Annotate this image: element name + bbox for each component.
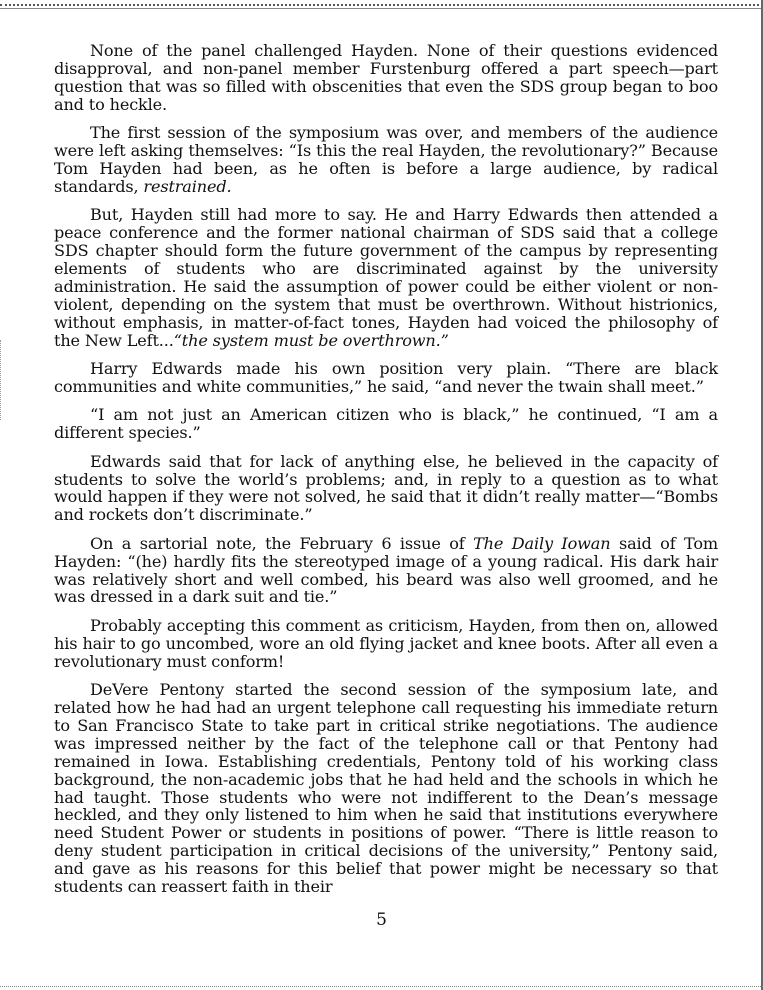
paragraph-criticism: [54, 617, 718, 671]
paragraph-pentony-session: [54, 681, 718, 896]
emphasis-system-overthrown: “the system must be overthrown.”: [173, 330, 449, 350]
left-margin-mark: [0, 340, 4, 420]
paragraph-text: said of Tom Hayden: “(he) hardly fits the stereotyped image of a young radical. His dark hair was relatively short and well combed, his beard was also well groomed, and he was dressed in a dark suit and tie.”: [54, 533, 718, 607]
paragraph-text: DeVere Pentony started the second session of the symposium late, and related how he had had an urgent telephone call requesting his immediate return to San Francisco State to take part in critical strike negotiations. The audience was impressed neither by the fact of the telephone call or that Pentony had remained in Iowa. Establishing credentials, Pentony told of his working class background, the non-academic jobs that he had held and the schools in which he had taught. Those students who were not indifferent to the Dean’s message heckled, and they only listened to him when he said that institutions everywhere need Student Power or students in positions of power. “There is little reason to deny student participation in critical decisions of the university,” Pentony said, and gave as his reasons for this belief that power might be necessary so that students can reassert faith in their: [54, 680, 718, 897]
paragraph-text: Harry Edwards made his own position very plain. “There are black communities and white communities,” he said, “and never the twain shall meet.”: [54, 359, 718, 396]
paragraph-different-species: [54, 406, 718, 442]
paragraph-text: Edwards said that for lack of anything else, he believed in the capacity of students to solve the world’s problems; and, in reply to a question as to what would happen if they were not solved, he said that it didn’t really matter—“Bombs and rockets don’t discriminate.”: [54, 451, 718, 525]
paragraph-sartorial-note: [54, 535, 718, 607]
top-border-dotted: [0, 4, 763, 6]
paragraph-world-problems: [54, 453, 718, 525]
bottom-border-dotted: [0, 986, 763, 987]
emphasis-restrained: restrained.: [143, 176, 232, 196]
paragraph-text: The first session of the symposium was over, and members of the audience were left asking themselves: “Is this the real Hayden, the revolutionary?” Because Tom Hayden had been, as he often is before a large audience, by radical standards,: [54, 123, 718, 196]
paragraph-text: But, Hayden still had more to say. He and Harry Edwards then attended a peace conference and the former national chairman of SDS said that a college SDS chapter should form the future government of the campus by representing elements of students who are discriminated against by the university administration. He said the assumption of power could be either violent or non-violent, depending on the system that must be overthrown. Without histrionics, without emphasis, in matter-of-fact tones, Hayden had voiced the philosophy of the New Left...: [54, 205, 718, 350]
page-number: 5: [376, 910, 387, 930]
top-border-line: [0, 8, 763, 9]
paragraph-panel-challenge: [54, 42, 718, 114]
body-text: [54, 42, 718, 906]
paragraph-text: On a sartorial note, the February 6 issue of: [90, 533, 474, 553]
paragraph-first-session: [54, 124, 718, 196]
paragraph-text: “I am not just an American citizen who is black,” he continued, “I am a different species.”: [54, 405, 718, 443]
paragraph-text: None of the panel challenged Hayden. None of their questions evidenced disapproval, and non-panel member Furstenburg offered a part speech—part question that was so filled with obscenities that even the SDS group began to boo and to heckle.: [54, 41, 718, 114]
paragraph-text: Probably accepting this comment as criticism, Hayden, from then on, allowed his hair to go uncombed, wore an old flying jacket and knee boots. After all even a revolutionary must conform!: [54, 615, 718, 671]
newspaper-title: The Daily Iowan: [473, 533, 611, 553]
paragraph-peace-conference: [54, 206, 718, 349]
paragraph-edwards-position: [54, 360, 718, 396]
